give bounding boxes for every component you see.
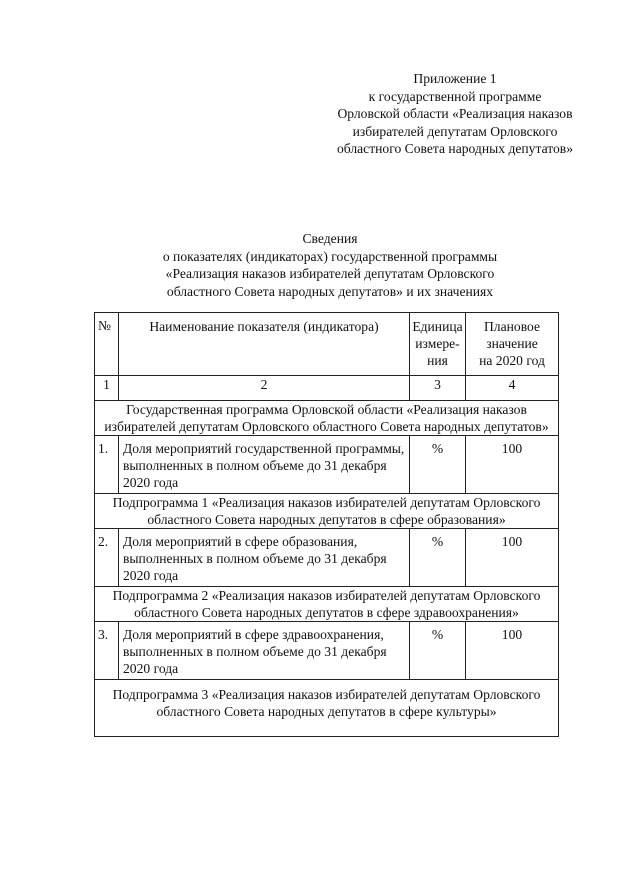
column-index: 2 [119,376,410,401]
indicator-name: Доля мероприятий государственной программы, выполненных в полном объеме до 31 декабря 2020 года [119,436,410,494]
appendix-line: Приложение 1 [413,71,497,86]
table-row [95,529,559,587]
title-line: «Реализация наказов избирателей депутатам Орловского [165,266,495,281]
subprogram-row [95,587,559,622]
subprogram-title: Подпрограмма 2 «Реализация наказов избирателей депутатам Орловского областного Совета народных депутатов в сфере здравоохранения» [95,587,559,622]
subprogram-title: Подпрограмма 3 «Реализация наказов избирателей депутатам Орловского областного Совета народных депутатов в сфере культуры» [95,680,559,737]
appendix-line: избирателей депутатам Орловского [352,123,558,139]
row-number: 3. [95,622,119,680]
title-line: Сведения [302,231,358,246]
table-row [95,436,559,494]
column-index-row [95,376,559,401]
indicator-unit: % [410,436,466,494]
header-unit-line: ния [427,353,448,368]
column-index: 3 [410,376,466,401]
row-number: 1. [95,436,119,494]
header-unit [410,313,466,376]
indicator-name: Доля мероприятий в сфере здравоохранения, выполненных в полном объеме до 31 декабря 2020 года [119,622,410,680]
header-unit-line: Единица [412,319,463,334]
row-number: 2. [95,529,119,587]
table-header-row [95,313,559,376]
header-plan [466,313,559,376]
indicator-value: 100 [466,622,559,680]
header-plan-line: Плановое [483,319,541,334]
indicator-name: Доля мероприятий в сфере образования, выполненных в полном объеме до 31 декабря 2020 года [119,529,410,587]
header-plan-line: на 2020 год [479,353,545,368]
header-name-text: Наименование показателя (индикатора) [149,319,379,334]
title-line: областного Совета народных депутатов» и их значениях [166,283,494,299]
indicator-unit: % [410,529,466,587]
header-name [119,313,410,376]
title-line: о показателях (индикаторах) государственной программы [162,248,498,264]
indicator-value: 100 [466,529,559,587]
subprogram-row [95,680,559,737]
program-section-row [95,401,559,436]
program-title: Государственная программа Орловской области «Реализация наказов избирателей депутатам Орловского областного Совета народных депутатов» [95,401,559,436]
appendix-line: к государственной программе [368,88,542,104]
header-unit-line: измере- [415,336,460,351]
table-row [95,622,559,680]
indicators-table [94,312,559,737]
appendix-block [300,70,610,158]
column-index: 1 [95,376,119,401]
header-plan-line: значение [486,336,538,351]
document-title [115,230,545,300]
indicator-value: 100 [466,436,559,494]
appendix-line: областного Совета народных депутатов» [336,141,574,156]
appendix-line: Орловской области «Реализация наказов [337,106,573,121]
subprogram-row [95,494,559,529]
subprogram-title: Подпрограмма 1 «Реализация наказов избирателей депутатам Орловского областного Совета народных депутатов в сфере образования» [95,494,559,529]
indicator-unit: % [410,622,466,680]
header-number: № [95,313,119,376]
column-index: 4 [466,376,559,401]
